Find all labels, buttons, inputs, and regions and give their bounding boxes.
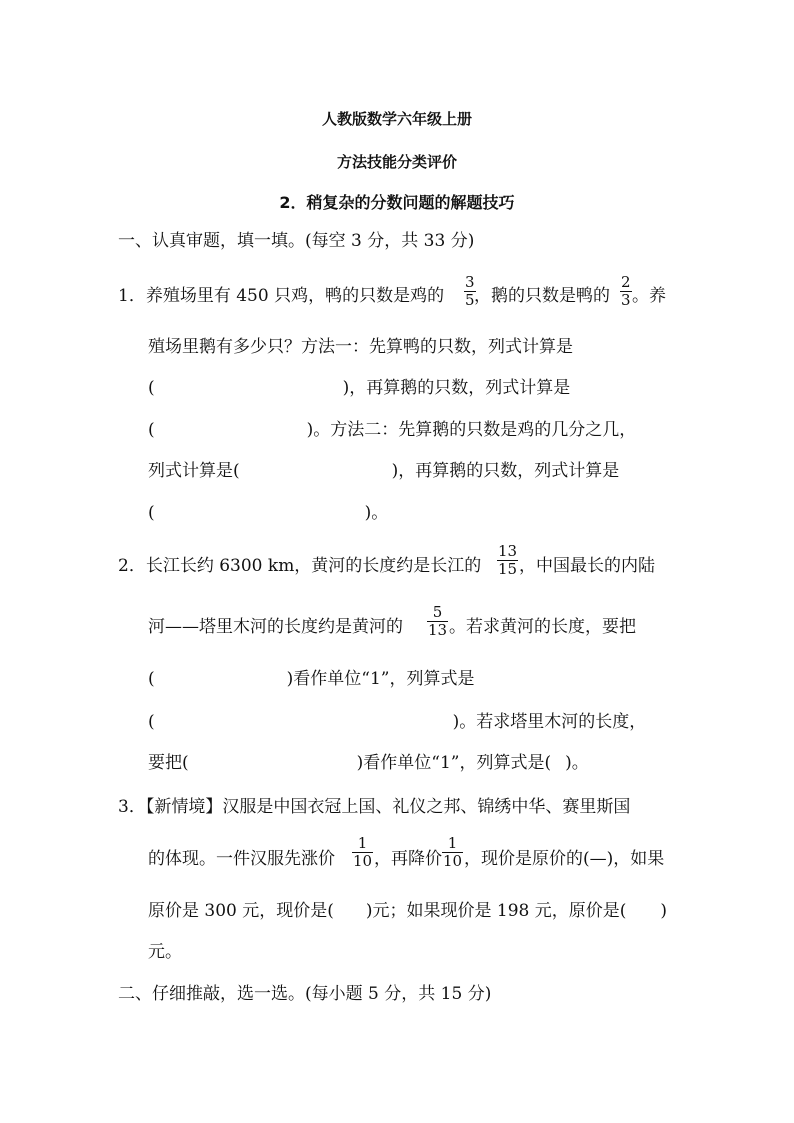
- q2-fraction-1: [497, 543, 518, 578]
- q2-fraction-2: [427, 604, 448, 639]
- fraction-numerator: 1: [447, 834, 458, 852]
- q2-line4: [148, 712, 646, 732]
- doc-subtitle: 方法技能分类评价: [336, 153, 457, 171]
- q3-line2-a: 的体现。一件汉服先涨价: [148, 849, 335, 869]
- q2-line5-text-c: )。: [565, 753, 589, 773]
- fraction-denominator: 10: [353, 852, 373, 870]
- q1-line2: 殖场里鹅有多少只？方法一：先算鸭的只数，列式计算是: [148, 337, 573, 357]
- q1-line4-text: )。方法二：先算鹅的只数是鸡的几分之几，: [306, 420, 637, 440]
- q3-line3: [148, 901, 667, 921]
- q1-line1-b: ，鹅的只数是鸭的: [474, 286, 610, 306]
- open-paren: (: [148, 712, 155, 732]
- section2-heading: 二、仔细推敲，选一选。(每小题 5 分，共 15 分): [118, 984, 492, 1004]
- q2-line5-text-b: )看作单位“1”，列算式是(: [356, 753, 552, 773]
- q2-line5-text-a: 要把(: [148, 753, 189, 773]
- q2-line5: [148, 753, 589, 773]
- q3-fraction-2: [442, 835, 463, 870]
- fraction-numerator: 5: [432, 603, 443, 621]
- fraction-denominator: 10: [443, 852, 463, 870]
- q3-line2-b: ，再降价: [374, 849, 442, 869]
- q1-line3: [148, 378, 570, 398]
- open-paren: (: [148, 420, 155, 440]
- fraction-numerator: 3: [465, 273, 475, 291]
- open-paren: (: [148, 378, 155, 398]
- q3-line4: 元。: [148, 942, 182, 962]
- q3-line1: 3．【新情境】汉服是中国衣冠上国、礼仪之邦、锦绣中华、赛里斯国: [118, 797, 631, 817]
- doc-title: 人教版数学六年级上册: [321, 110, 472, 128]
- q2-line2-b: 。若求黄河的长度，要把: [449, 617, 636, 637]
- q2-line3-text: )看作单位“1”，列算式是: [286, 669, 475, 689]
- q1-line5-text-a: 列式计算是(: [148, 461, 240, 481]
- q2-line4-text: )。若求塔里木河的长度，: [452, 712, 647, 732]
- fraction-numerator: 2: [621, 273, 631, 291]
- q2-line1-a: 2．长江长约 6300 km，黄河的长度约是长江的: [118, 556, 482, 576]
- q1-line1-a: 1．养殖场里有 450 只鸡，鸭的只数是鸡的: [118, 286, 445, 306]
- q3-line3-text-c: ): [660, 901, 668, 921]
- fraction-numerator: 13: [498, 542, 518, 560]
- q1-line3-text: )，再算鹅的只数，列式计算是: [342, 378, 571, 398]
- q1-line4: [148, 420, 636, 440]
- q1-line5-text-b: )，再算鹅的只数，列式计算是: [391, 461, 620, 481]
- section-title: 2．稍复杂的分数问题的解题技巧: [279, 193, 515, 212]
- q1-line5: [148, 461, 619, 481]
- q1-line6: [148, 503, 388, 523]
- q1-fraction-2: [620, 274, 632, 309]
- q2-line3: [148, 669, 474, 689]
- fraction-denominator: 3: [621, 291, 631, 309]
- fraction-denominator: 5: [465, 291, 475, 309]
- open-paren: (: [148, 503, 155, 523]
- q3-fraction-1: [352, 835, 373, 870]
- open-paren: (: [148, 669, 155, 689]
- fraction-numerator: 1: [357, 834, 368, 852]
- q3-line3-text-a: 原价是 300 元，现价是(: [148, 901, 334, 921]
- fraction-denominator: 15: [498, 560, 518, 578]
- q2-line2-a: 河——塔里木河的长度约是黄河的: [148, 617, 403, 637]
- q1-line6-text: )。: [364, 503, 389, 523]
- q3-line2-c: ，现价是原价的(—)，如果: [464, 849, 665, 869]
- q2-line1-b: ，中国最长的内陆: [519, 556, 655, 576]
- section1-heading: 一、认真审题，填一填。(每空 3 分，共 33 分): [118, 231, 475, 251]
- q1-line1-c: 。养: [632, 286, 666, 306]
- fraction-denominator: 13: [428, 621, 448, 639]
- q3-line3-text-b: )元；如果现价是 198 元，原价是(: [365, 901, 627, 921]
